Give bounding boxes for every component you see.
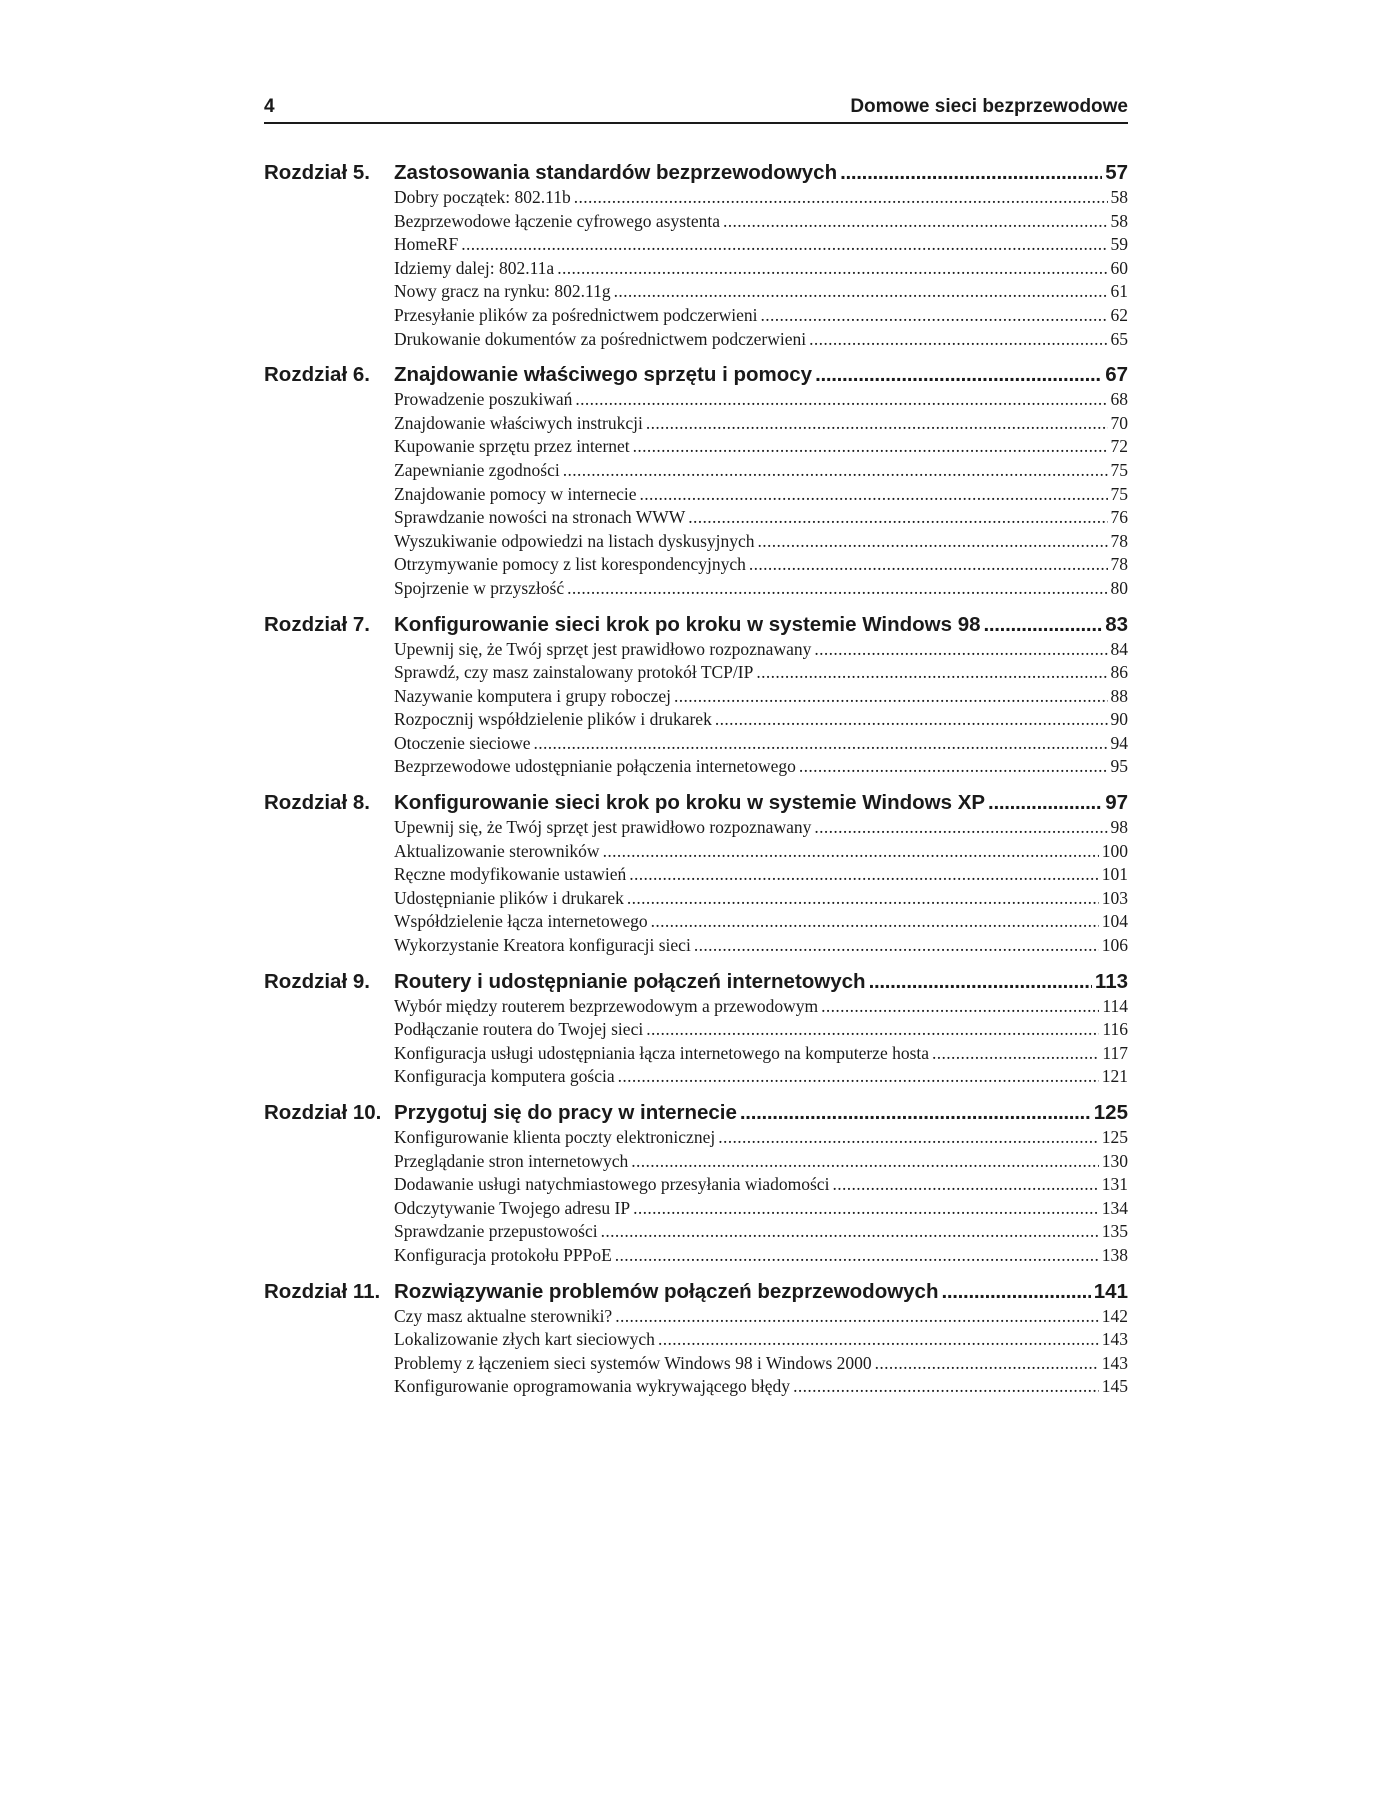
dot-leader — [821, 995, 1099, 1019]
toc-entry — [394, 840, 1128, 864]
entry-page-number: 101 — [1101, 864, 1128, 885]
entry-title: Wybór między routerem bezprzewodowym a przewodowym — [394, 995, 819, 1016]
toc-entry — [394, 1150, 1128, 1174]
chapter-page-number: 83 — [1105, 612, 1128, 636]
entry-title: Konfiguracja komputera gościa — [394, 1066, 615, 1087]
entry-title: HomeRF — [394, 234, 459, 255]
chapter-page-number: 125 — [1093, 1101, 1128, 1124]
entry-title: Konfiguracja usługi udostępniania łącza internetowego na komputerze hosta — [394, 1042, 930, 1063]
entry-title: Czy masz aktualne sterowniki? — [394, 1305, 613, 1326]
dot-leader — [793, 1375, 1099, 1399]
toc-entry — [394, 887, 1128, 911]
dot-leader — [534, 732, 1108, 756]
toc-entry — [394, 1305, 1128, 1329]
entry-page-number: 100 — [1101, 840, 1128, 861]
entry-page-number: 134 — [1101, 1197, 1128, 1218]
chapter-title: Rozwiązywanie problemów połączeń bezprzewodowych — [394, 1279, 939, 1303]
dot-leader — [615, 1305, 1099, 1329]
entry-page-number: 130 — [1101, 1150, 1128, 1171]
entry-page-number: 59 — [1110, 234, 1128, 255]
dot-leader — [758, 530, 1108, 554]
entry-title: Spojrzenie w przyszłość — [394, 577, 565, 598]
entry-page-number: 138 — [1101, 1244, 1128, 1265]
toc-entry — [394, 1197, 1128, 1221]
chapter-page-number: 141 — [1093, 1279, 1128, 1303]
toc-entry — [394, 1018, 1128, 1042]
dot-leader — [688, 506, 1107, 530]
toc-entry — [394, 186, 1128, 210]
toc-entry — [394, 863, 1128, 887]
dot-leader — [575, 388, 1107, 412]
chapter-line — [394, 1279, 1128, 1305]
entry-page-number: 117 — [1102, 1042, 1128, 1063]
dot-leader — [694, 934, 1099, 958]
dot-leader — [756, 661, 1107, 685]
toc-entry — [394, 661, 1128, 685]
entry-title: Upewnij się, że Twój sprzęt jest prawidłowo rozpoznawany — [394, 638, 812, 659]
dot-leader — [932, 1042, 1099, 1066]
chapter-label: Rozdział 11. — [264, 1279, 381, 1303]
toc-entry — [394, 755, 1128, 779]
chapter-entries — [394, 1305, 1128, 1399]
toc-entry — [394, 412, 1128, 436]
toc-entry — [394, 459, 1128, 483]
entry-page-number: 70 — [1110, 412, 1128, 433]
dot-leader — [988, 790, 1102, 816]
entry-page-number: 68 — [1110, 389, 1128, 410]
dot-leader — [869, 969, 1092, 995]
toc-entry — [394, 280, 1128, 304]
entry-page-number: 78 — [1110, 554, 1128, 575]
dot-leader — [618, 1065, 1099, 1089]
chapter-line — [394, 362, 1128, 388]
chapter-label: Rozdział 8. — [264, 791, 370, 815]
entry-title: Otrzymywanie pomocy z list korespondencyjnych — [394, 554, 746, 575]
dot-leader — [760, 304, 1107, 328]
dot-leader — [646, 1018, 1099, 1042]
toc-entry — [394, 1375, 1128, 1399]
entry-title: Odczytywanie Twojego adresu IP — [394, 1197, 631, 1218]
entry-page-number: 95 — [1110, 756, 1128, 777]
chapter-entries — [394, 1126, 1128, 1268]
toc-entry — [394, 257, 1128, 281]
dot-leader — [601, 1220, 1099, 1244]
dot-leader — [814, 638, 1107, 662]
dot-leader — [646, 412, 1108, 436]
entry-page-number: 98 — [1110, 817, 1128, 838]
dot-leader — [832, 1173, 1098, 1197]
toc-entry — [394, 233, 1128, 257]
chapter-line — [394, 790, 1128, 816]
toc-entry — [394, 934, 1128, 958]
chapter-page-number: 67 — [1105, 363, 1128, 387]
toc-entry — [394, 1126, 1128, 1150]
entry-title: Bezprzewodowe łączenie cyfrowego asystenta — [394, 210, 721, 231]
toc-entry — [394, 210, 1128, 234]
dot-leader — [629, 863, 1098, 887]
entry-title: Przeglądanie stron internetowych — [394, 1150, 629, 1171]
dot-leader — [809, 328, 1107, 352]
dot-leader — [614, 280, 1108, 304]
toc-entry — [394, 816, 1128, 840]
chapter-page-number: 113 — [1094, 969, 1128, 993]
chapter-heading — [264, 160, 1128, 186]
toc-entry — [394, 553, 1128, 577]
entry-page-number: 76 — [1110, 507, 1128, 528]
dot-leader — [627, 887, 1099, 911]
entry-title: Sprawdzanie nowości na stronach WWW — [394, 507, 686, 528]
dot-leader — [461, 233, 1107, 257]
entry-title: Znajdowanie właściwych instrukcji — [394, 412, 643, 433]
entry-title: Podłączanie routera do Twojej sieci — [394, 1019, 644, 1040]
dot-leader — [567, 577, 1107, 601]
chapter-heading — [264, 790, 1128, 816]
entry-title: Sprawdź, czy masz zainstalowany protokół TCP/IP — [394, 662, 754, 683]
dot-leader — [639, 483, 1107, 507]
chapter-title: Przygotuj się do pracy w internecie — [394, 1101, 737, 1124]
entry-title: Kupowanie sprzętu przez internet — [394, 436, 630, 457]
dot-leader — [631, 1150, 1099, 1174]
entry-title: Dodawanie usługi natychmiastowego przesyłania wiadomości — [394, 1174, 830, 1195]
entry-page-number: 61 — [1110, 281, 1128, 302]
entry-page-number: 145 — [1101, 1376, 1128, 1397]
entry-page-number: 65 — [1110, 328, 1128, 349]
table-of-contents — [264, 160, 1128, 1399]
toc-entry — [394, 685, 1128, 709]
entry-title: Aktualizowanie sterowników — [394, 840, 600, 861]
entry-page-number: 58 — [1110, 187, 1128, 207]
entry-page-number: 84 — [1110, 638, 1128, 659]
toc-chapter — [264, 362, 1128, 600]
chapter-title: Konfigurowanie sieci krok po kroku w systemie Windows XP — [394, 791, 986, 815]
entry-page-number: 78 — [1110, 530, 1128, 551]
chapter-heading — [264, 1100, 1128, 1126]
toc-entry — [394, 577, 1128, 601]
toc-chapter — [264, 790, 1128, 958]
entry-page-number: 125 — [1101, 1127, 1128, 1147]
dot-leader — [651, 910, 1099, 934]
dot-leader — [814, 816, 1107, 840]
chapter-page-number: 97 — [1105, 791, 1128, 815]
toc-entry — [394, 530, 1128, 554]
entry-page-number: 75 — [1110, 483, 1128, 504]
entry-page-number: 60 — [1110, 257, 1128, 278]
dot-leader — [718, 1126, 1099, 1150]
chapter-title: Routery i udostępnianie połączeń internetowych — [394, 969, 866, 993]
entry-page-number: 106 — [1101, 935, 1128, 956]
chapter-heading — [264, 1279, 1128, 1305]
toc-entry — [394, 1220, 1128, 1244]
entry-title: Konfigurowanie oprogramowania wykrywającego błędy — [394, 1376, 791, 1397]
toc-entry — [394, 708, 1128, 732]
running-header — [264, 96, 1128, 124]
toc-page — [264, 96, 1128, 1410]
entry-page-number: 58 — [1110, 210, 1128, 231]
entry-page-number: 131 — [1101, 1174, 1128, 1195]
toc-entry — [394, 388, 1128, 412]
entry-page-number: 88 — [1110, 685, 1128, 706]
entry-title: Otoczenie sieciowe — [394, 732, 531, 753]
entry-title: Idziemy dalej: 802.11a — [394, 257, 555, 278]
dot-leader — [984, 612, 1103, 638]
chapter-line — [394, 160, 1128, 186]
dot-leader — [941, 1279, 1090, 1305]
dot-leader — [658, 1328, 1099, 1352]
dot-leader — [557, 257, 1107, 281]
entry-page-number: 72 — [1110, 436, 1128, 457]
dot-leader — [875, 1352, 1099, 1376]
book-title: Domowe sieci bezprzewodowe — [850, 96, 1128, 117]
entry-page-number: 135 — [1101, 1221, 1128, 1242]
chapter-entries — [394, 638, 1128, 780]
dot-leader — [740, 1100, 1091, 1126]
entry-page-number: 116 — [1102, 1019, 1128, 1040]
toc-entry — [394, 483, 1128, 507]
dot-leader — [633, 1197, 1099, 1221]
chapter-page-number: 57 — [1105, 161, 1128, 184]
toc-entry — [394, 328, 1128, 352]
chapter-label: Rozdział 9. — [264, 969, 370, 993]
chapter-entries — [394, 388, 1128, 600]
chapter-label: Rozdział 10. — [264, 1101, 382, 1124]
entry-title: Udostępnianie plików i drukarek — [394, 887, 624, 908]
toc-entry — [394, 435, 1128, 459]
toc-chapter — [264, 1100, 1128, 1268]
chapter-line — [394, 612, 1128, 638]
toc-chapter — [264, 160, 1128, 351]
entry-title: Nazywanie komputera i grupy roboczej — [394, 685, 671, 706]
entry-title: Współdzielenie łącza internetowego — [394, 911, 648, 932]
entry-title: Wykorzystanie Kreatora konfiguracji sieci — [394, 935, 691, 956]
toc-entry — [394, 1065, 1128, 1089]
chapter-heading — [264, 612, 1128, 638]
entry-page-number: 90 — [1110, 709, 1128, 730]
toc-entry — [394, 304, 1128, 328]
toc-entry — [394, 1352, 1128, 1376]
chapter-title: Zastosowania standardów bezprzewodowych — [394, 161, 838, 184]
entry-page-number: 80 — [1110, 577, 1128, 598]
entry-title: Konfiguracja protokołu PPPoE — [394, 1244, 612, 1265]
toc-entry — [394, 506, 1128, 530]
toc-entry — [394, 1244, 1128, 1268]
toc-entry — [394, 995, 1128, 1019]
dot-leader — [799, 755, 1108, 779]
dot-leader — [674, 685, 1108, 709]
chapter-entries — [394, 816, 1128, 958]
entry-page-number: 143 — [1101, 1329, 1128, 1350]
entry-page-number: 103 — [1101, 887, 1128, 908]
entry-title: Zapewnianie zgodności — [394, 459, 560, 480]
entry-page-number: 94 — [1110, 732, 1128, 753]
toc-chapter — [264, 612, 1128, 780]
entry-page-number: 114 — [1102, 995, 1128, 1016]
entry-title: Nowy gracz na rynku: 802.11g — [394, 281, 611, 302]
dot-leader — [574, 186, 1108, 210]
entry-title: Drukowanie dokumentów za pośrednictwem podczerwieni — [394, 328, 807, 349]
toc-entry — [394, 1173, 1128, 1197]
chapter-label: Rozdział 5. — [264, 161, 370, 184]
entry-title: Prowadzenie poszukiwań — [394, 389, 573, 410]
entry-title: Ręczne modyfikowanie ustawień — [394, 864, 627, 885]
dot-leader — [633, 435, 1108, 459]
entry-page-number: 104 — [1101, 911, 1128, 932]
entry-title: Problemy z łączeniem sieci systemów Windows 98 i Windows 2000 — [394, 1352, 872, 1373]
toc-entry — [394, 732, 1128, 756]
dot-leader — [563, 459, 1108, 483]
entry-page-number: 75 — [1110, 459, 1128, 480]
chapter-label: Rozdział 7. — [264, 612, 370, 636]
chapter-line — [394, 1100, 1128, 1126]
entry-page-number: 62 — [1110, 304, 1128, 325]
entry-title: Konfigurowanie klienta poczty elektronicznej — [394, 1127, 716, 1147]
entry-title: Dobry początek: 802.11b — [394, 187, 571, 207]
dot-leader — [749, 553, 1108, 577]
dot-leader — [603, 840, 1099, 864]
dot-leader — [715, 708, 1108, 732]
dot-leader — [723, 210, 1107, 234]
chapter-label: Rozdział 6. — [264, 363, 370, 387]
entry-title: Upewnij się, że Twój sprzęt jest prawidłowo rozpoznawany — [394, 817, 812, 838]
entry-page-number: 86 — [1110, 662, 1128, 683]
entry-page-number: 121 — [1101, 1066, 1128, 1087]
chapter-line — [394, 969, 1128, 995]
chapter-entries — [394, 186, 1128, 351]
chapter-heading — [264, 362, 1128, 388]
entry-title: Wyszukiwanie odpowiedzi na listach dyskusyjnych — [394, 530, 755, 551]
toc-entry — [394, 1328, 1128, 1352]
entry-title: Lokalizowanie złych kart sieciowych — [394, 1329, 655, 1350]
entry-title: Bezprzewodowe udostępnianie połączenia internetowego — [394, 756, 796, 777]
toc-chapter — [264, 1279, 1128, 1399]
toc-entry — [394, 1042, 1128, 1066]
dot-leader — [815, 362, 1102, 388]
entry-title: Rozpocznij współdzielenie plików i drukarek — [394, 709, 712, 730]
chapter-title: Znajdowanie właściwego sprzętu i pomocy — [394, 363, 813, 387]
toc-chapter — [264, 969, 1128, 1089]
entry-page-number: 142 — [1101, 1305, 1128, 1326]
chapter-heading — [264, 969, 1128, 995]
entry-title: Znajdowanie pomocy w internecie — [394, 483, 637, 504]
entry-page-number: 143 — [1101, 1352, 1128, 1373]
dot-leader — [615, 1244, 1099, 1268]
toc-entry — [394, 910, 1128, 934]
toc-entry — [394, 638, 1128, 662]
entry-title: Przesyłanie plików za pośrednictwem podczerwieni — [394, 304, 758, 325]
entry-title: Sprawdzanie przepustowości — [394, 1221, 598, 1242]
dot-leader — [840, 160, 1102, 186]
chapter-title: Konfigurowanie sieci krok po kroku w systemie Windows 98 — [394, 612, 981, 636]
chapter-entries — [394, 995, 1128, 1089]
page-number: 4 — [264, 96, 275, 117]
